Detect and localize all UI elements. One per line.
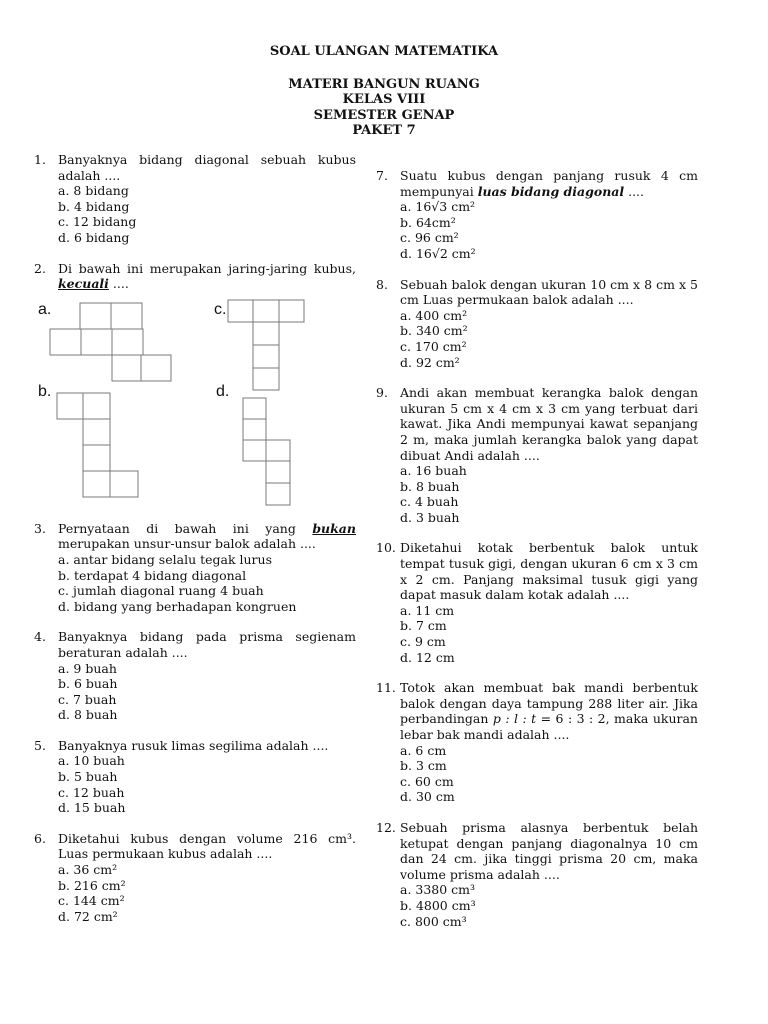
option-d: d. 3 buah	[400, 509, 460, 525]
question-number: 5.	[34, 737, 46, 753]
cube-net-c	[226, 298, 316, 392]
option-d: d. 6 bidang	[58, 229, 130, 245]
question-2	[34, 261, 356, 506]
emphasis-word: kecuali	[58, 276, 109, 292]
option-a: a. 16√3 cm²	[400, 199, 476, 215]
question-text: Diketahui kubus dengan volume 216 cm³. Luas permukaan kubus adalah ....	[58, 830, 356, 862]
question-5	[34, 738, 356, 816]
header-material: MATERI BANGUN RUANG	[288, 76, 480, 92]
option-c: c. 60 cm	[400, 773, 454, 789]
emphasis-phrase: luas bidang diagonal	[477, 183, 625, 199]
option-b: b. 64cm²	[400, 214, 456, 230]
question-text-part: Totok akan membuat bak mandi berbentuk balok dengan daya tampung 288 liter air. Jika perbandingan	[400, 680, 698, 727]
net-label-c: c.	[214, 300, 227, 318]
question-8	[376, 277, 698, 371]
question-number: 9.	[376, 385, 388, 401]
option-c: c. 170 cm²	[400, 338, 467, 354]
question-1	[34, 152, 356, 246]
question-text: Sebuah balok dengan ukuran 10 cm x 8 cm x 5 cm Luas permukaan balok adalah ....	[400, 276, 698, 308]
question-3	[34, 521, 356, 615]
cube-net-d	[240, 396, 300, 510]
option-b: b. 4 bidang	[58, 198, 130, 214]
question-text: Andi akan membuat kerangka balok dengan ukuran 5 cm x 4 cm x 3 cm yang terbuat dari kawat. Jika Andi mempunyai kawat sepanjang 2 m, maka jumlah kerangka balok yang dapat dibuat Andi adalah ....	[400, 385, 698, 463]
option-d: d. 8 buah	[58, 707, 118, 723]
option-c: c. 800 cm³	[400, 913, 467, 929]
header-semester: SEMESTER GENAP	[313, 107, 455, 123]
option-d: d. 72 cm²	[58, 908, 118, 924]
option-b: b. 3 cm	[400, 758, 447, 774]
option-b: b. 7 cm	[400, 618, 447, 634]
option-c: c. 144 cm²	[58, 893, 125, 909]
option-a: a. 3380 cm³	[400, 882, 476, 898]
option-c: c. jumlah diagonal ruang 4 buah	[58, 583, 264, 599]
option-b: b. 4800 cm³	[400, 897, 476, 913]
option-a: a. antar bidang selalu tegak lurus	[58, 551, 273, 567]
option-a: a. 11 cm	[400, 602, 455, 618]
net-label-d: d.	[216, 382, 230, 400]
question-text-part: Pernyataan di bawah ini yang	[58, 520, 313, 536]
question-number: 8.	[376, 276, 388, 292]
question-text	[400, 168, 698, 199]
option-b: b. 216 cm²	[58, 877, 126, 893]
right-column	[376, 168, 698, 944]
option-c: c. 12 bidang	[58, 214, 137, 230]
question-text: Banyaknya bidang pada prisma segienam beraturan adalah ....	[58, 629, 356, 660]
question-10	[376, 540, 698, 665]
option-b: b. 6 buah	[58, 676, 118, 692]
option-d: d. 16√2 cm²	[400, 245, 476, 261]
question-text: Banyaknya bidang diagonal sebuah kubus adalah ....	[58, 152, 356, 183]
option-d: d. 30 cm	[400, 789, 455, 805]
cube-net-a	[48, 302, 178, 384]
question-text	[58, 521, 356, 552]
option-a: a. 400 cm²	[400, 307, 468, 323]
question-text: Diketahui kotak berbentuk balok untuk tempat tusuk gigi, dengan ukuran 6 cm x 3 cm x 2 cm. Panjang maksimal tusuk gigi yang dapat masuk dalam kotak adalah ....	[400, 540, 698, 603]
question-9	[376, 385, 698, 525]
question-text-part: ....	[108, 276, 129, 292]
net-label-a: a.	[38, 300, 52, 318]
question-text-part: Suatu kubus dengan panjang rusuk 4 cm mempunyai	[400, 168, 698, 199]
option-b: b. terdapat 4 bidang diagonal	[58, 567, 247, 583]
page-header	[0, 44, 768, 139]
page-title: SOAL ULANGAN MATEMATIKA	[269, 44, 499, 59]
question-number: 3.	[34, 520, 46, 536]
option-b: b. 340 cm²	[400, 323, 468, 339]
question-number: 11.	[376, 680, 396, 696]
question-number: 7.	[376, 168, 388, 183]
question-4	[34, 629, 356, 723]
option-a: a. 36 cm²	[58, 862, 118, 878]
question-11	[376, 680, 698, 805]
question-text: Sebuah prisma alasnya berbentuk belah ketupat dengan panjang diagonalnya 10 cm dan 24 cm. jika tinggi prisma 20 cm, maka volume prisma adalah ....	[400, 819, 698, 882]
header-package: PAKET 7	[352, 123, 416, 138]
question-text-part: merupakan unsur-unsur balok adalah ....	[58, 536, 316, 552]
option-a: a. 9 buah	[58, 660, 117, 676]
option-a: a. 10 buah	[58, 753, 125, 769]
left-column	[34, 152, 356, 939]
option-a: a. 8 bidang	[58, 183, 129, 199]
option-c: c. 96 cm²	[400, 230, 459, 246]
option-d: d. 92 cm²	[400, 354, 460, 370]
option-c: c. 4 buah	[400, 494, 459, 510]
question-12	[376, 820, 698, 929]
question-text-part: ....	[624, 183, 645, 199]
question-6	[34, 831, 356, 925]
question-text: Banyaknya rusuk limas segilima adalah ....	[58, 737, 329, 753]
option-d: d. 15 buah	[58, 800, 126, 816]
question-text	[58, 261, 356, 292]
ratio-variables: p : l : t	[492, 711, 537, 727]
option-c: c. 9 cm	[400, 634, 446, 650]
option-a: a. 16 buah	[400, 463, 467, 479]
question-number: 6.	[34, 830, 46, 846]
header-class: KELAS VIII	[342, 92, 426, 107]
cube-net-b	[54, 391, 144, 501]
emphasis-word: bukan	[312, 520, 356, 536]
cube-nets-figure	[34, 296, 356, 506]
option-d: d. bidang yang berhadapan kongruen	[58, 598, 297, 614]
question-number: 12.	[376, 819, 396, 835]
option-c: c. 12 buah	[58, 784, 125, 800]
question-text-part: Di bawah ini merupakan jaring-jaring kubus,	[58, 260, 356, 276]
option-d: d. 12 cm	[400, 649, 455, 665]
option-c: c. 7 buah	[58, 691, 117, 707]
question-text	[400, 680, 698, 742]
option-b: b. 5 buah	[58, 769, 118, 785]
net-label-b: b.	[38, 382, 52, 400]
question-number: 4.	[34, 629, 46, 645]
question-number: 10.	[376, 540, 396, 556]
question-number: 1.	[34, 152, 46, 167]
option-b: b. 8 buah	[400, 478, 460, 494]
question-7	[376, 168, 698, 262]
option-a: a. 6 cm	[400, 742, 447, 758]
question-number: 2.	[34, 260, 46, 276]
question-text-part: = 6 : 3 : 2, maka ukuran lebar bak mandi adalah ....	[400, 711, 698, 742]
